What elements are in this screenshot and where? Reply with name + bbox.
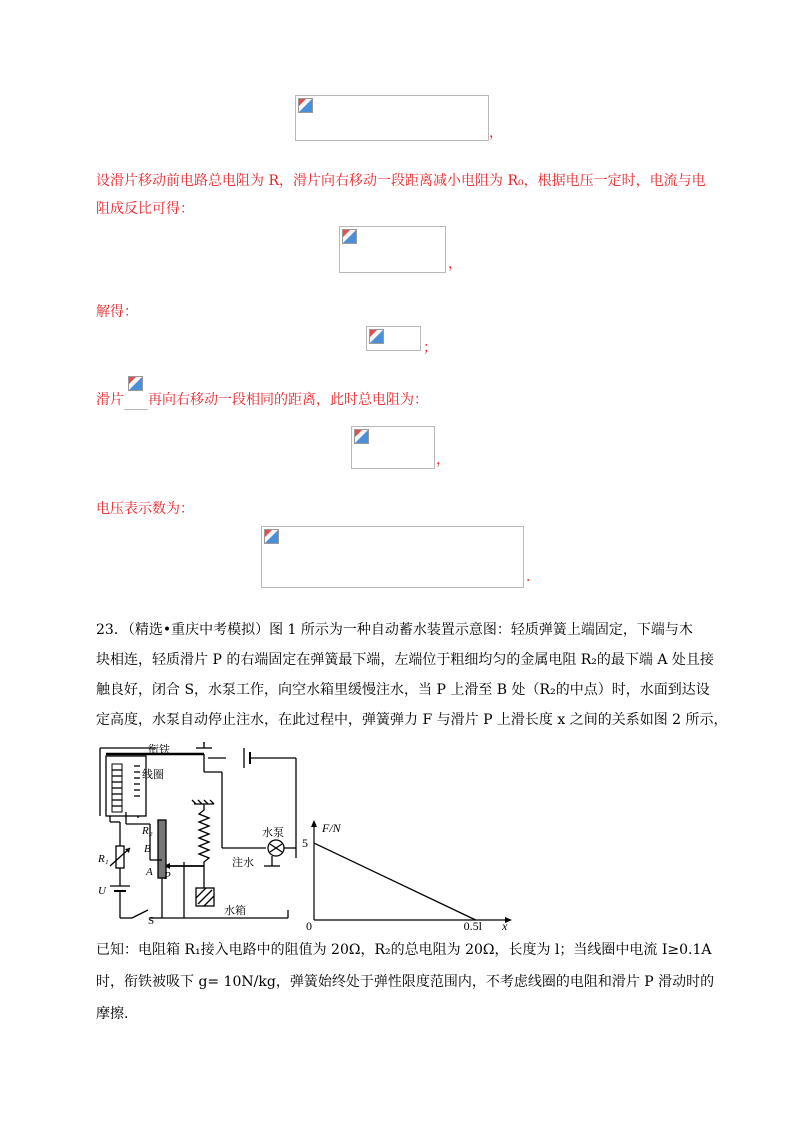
label-tank: 水箱 xyxy=(224,905,246,917)
switch-s xyxy=(132,910,148,918)
equation-image-3 xyxy=(366,326,421,351)
problem-line-4: 定高度，水泵自动停止注水，在此过程中，弹簧弹力 F 与滑片 P 上滑长度 x 之间的关系如图 2 所示， xyxy=(96,712,728,728)
label-p: P xyxy=(164,870,171,882)
label-r1: R₁ xyxy=(98,853,109,865)
label-b: B xyxy=(144,843,151,855)
image-placeholder-icon xyxy=(369,329,384,344)
problem-line-2: 块相连，轻质滑片 P 的右端固定在弹簧最下端，左端位于粗细均匀的金属电阻 R₂的最下端 A 处且接 xyxy=(96,652,714,668)
period: . xyxy=(526,569,531,585)
solution-text-1: 设滑片移动前电路总电阻为 R，滑片向右移动一段距离减小电阻为 R₀，根据电压一定时，电流与电 xyxy=(96,173,706,189)
comma: ， xyxy=(489,125,503,141)
equation-image-2 xyxy=(339,226,446,273)
label-u: U xyxy=(98,885,106,897)
comma: ， xyxy=(448,256,462,272)
image-placeholder-icon xyxy=(264,529,279,544)
label-coil: 线圈 xyxy=(142,769,164,781)
x-tick-label-0-5l: 0.5l xyxy=(463,919,483,932)
equation-image-1 xyxy=(295,95,489,141)
x-axis-label: x xyxy=(502,919,508,932)
solution-text-1-wrap: 阻成反比可得： xyxy=(96,201,194,217)
problem-line-7: 摩擦. xyxy=(96,1006,129,1022)
image-placeholder-icon xyxy=(128,376,143,391)
series-line-f-vs-x xyxy=(314,843,476,920)
force-displacement-chart xyxy=(300,820,520,932)
problem-line-5: 已知：电阻箱 R₁接入电路中的阻值为 20Ω，R₂的总电阻为 20Ω，长度为 l；当线圈中电流 I≥0.1A xyxy=(96,942,712,958)
solution-text-2: 解得： xyxy=(96,304,138,320)
label-s: S xyxy=(148,915,155,927)
image-placeholder-icon xyxy=(354,429,369,444)
comma: ， xyxy=(436,452,450,468)
equation-image-5 xyxy=(261,526,524,588)
y-axis-arrow xyxy=(311,820,317,827)
y-axis-label: F/N xyxy=(322,821,341,835)
image-placeholder-icon xyxy=(298,98,313,113)
label-a: A xyxy=(146,866,153,878)
x-tick-label-0: 0 xyxy=(306,919,312,932)
solution-text-3-pre: 滑片 xyxy=(96,392,124,408)
label-pump: 水泵 xyxy=(262,827,284,839)
label-r2: R₂ xyxy=(142,825,153,837)
problem-line-6: 时，衔铁被吸下 g= 10N/kg，弹簧始终处于弹性限度范围内，不考虑线圈的电阻和滑片 P 滑动时的 xyxy=(96,974,715,990)
image-placeholder-icon xyxy=(342,229,357,244)
label-inlet: 注水 xyxy=(232,857,254,869)
y-tick-label-5: 5 xyxy=(302,836,308,851)
solution-text-3 xyxy=(96,389,428,410)
problem-line-1: 23．（精选•重庆中考模拟）图 1 所示为一种自动蓄水装置示意图：轻质弹簧上端固定，下端与木 xyxy=(96,622,693,638)
problem-23 xyxy=(96,620,728,740)
problem-line-3: 触良好，闭合 S，水泵工作，向空水箱里缓慢注水，当 P 上滑至 B 处（R₂的中点）时，水面到达设 xyxy=(96,682,710,698)
semicolon: ； xyxy=(423,340,437,356)
solution-text-3-post: 再向右移动一段相同的距离，此时总电阻为： xyxy=(148,392,428,408)
inline-equation-image xyxy=(124,389,148,410)
problem-23-continued xyxy=(96,940,715,1030)
equation-image-4 xyxy=(351,426,435,469)
spring xyxy=(199,804,209,866)
label-armature: 衔铁 xyxy=(148,744,170,756)
solution-text-4: 电压表示数为： xyxy=(96,501,194,517)
circuit-diagram xyxy=(96,742,306,928)
